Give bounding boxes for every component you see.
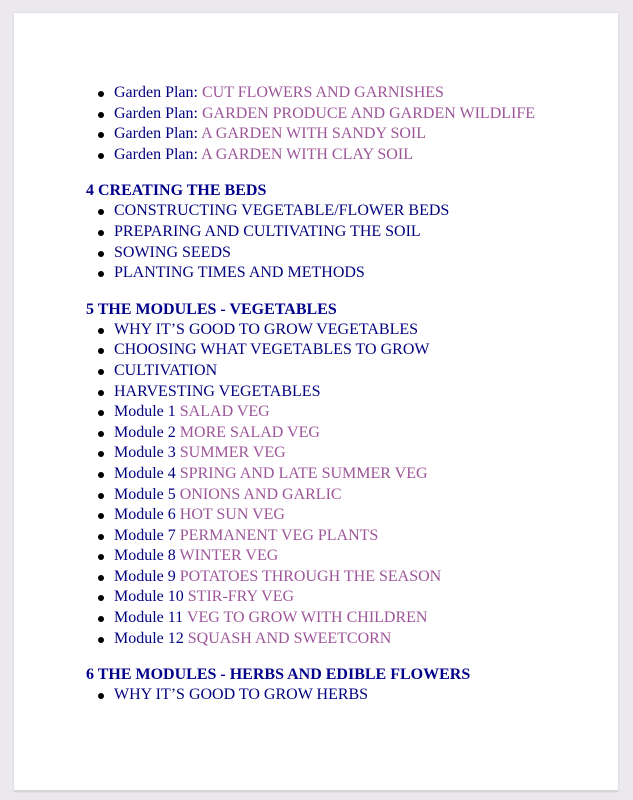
- module-link[interactable]: SQUASH AND SWEETCORN: [187, 629, 392, 647]
- toc-entry[interactable]: CONSTRUCTING VEGETABLE/FLOWER BEDS: [114, 201, 606, 222]
- module-link[interactable]: SUMMER VEG: [179, 444, 286, 462]
- list-item: [114, 145, 606, 166]
- module-link[interactable]: SALAD VEG: [179, 403, 270, 421]
- module-link[interactable]: STIR-FRY VEG: [187, 588, 295, 606]
- toc-entry[interactable]: HARVESTING VEGETABLES: [114, 382, 606, 403]
- module-link[interactable]: HOT SUN VEG: [179, 506, 285, 524]
- list-item: [114, 104, 606, 125]
- section-6-list: [86, 685, 606, 706]
- module-link[interactable]: WINTER VEG: [179, 547, 279, 565]
- toc-entry[interactable]: WHY IT’S GOOD TO GROW VEGETABLES: [114, 320, 606, 341]
- toc-link[interactable]: A GARDEN WITH SANDY SOIL: [201, 125, 426, 143]
- list-item: [114, 608, 606, 629]
- section-4-list: [86, 201, 606, 283]
- toc-entry[interactable]: WHY IT’S GOOD TO GROW HERBS: [114, 685, 606, 706]
- module-number: Module 8: [114, 547, 176, 565]
- list-item: [114, 485, 606, 506]
- toc-entry[interactable]: CHOOSING WHAT VEGETABLES TO GROW: [114, 340, 606, 361]
- module-link[interactable]: ONIONS AND GARLIC: [179, 485, 342, 503]
- module-link[interactable]: PERMANENT VEG PLANTS: [179, 526, 379, 544]
- module-link[interactable]: POTATOES THROUGH THE SEASON: [179, 567, 442, 585]
- toc-link[interactable]: CUT FLOWERS AND GARNISHES: [201, 84, 444, 101]
- list-item: [114, 567, 606, 588]
- toc-entry[interactable]: CULTIVATION: [114, 361, 606, 382]
- list-item: [114, 83, 606, 104]
- list-item: [114, 546, 606, 567]
- module-number: Module 9: [114, 567, 176, 585]
- section-heading[interactable]: 5 THE MODULES - VEGETABLES: [86, 300, 337, 318]
- module-link[interactable]: MORE SALAD VEG: [179, 423, 320, 441]
- list-item-prefix: Garden Plan:: [114, 104, 198, 122]
- module-number: Module 12: [114, 629, 184, 647]
- list-item: [114, 629, 606, 650]
- list-item-prefix: Garden Plan:: [114, 125, 198, 143]
- module-number: Module 10: [114, 588, 184, 606]
- module-number: Module 3: [114, 444, 176, 462]
- garden-plan-list: [86, 83, 606, 165]
- module-number: Module 1: [114, 403, 176, 421]
- table-of-contents: [86, 83, 606, 706]
- list-item-prefix: Garden Plan:: [114, 145, 198, 163]
- list-item: [114, 423, 606, 444]
- module-link[interactable]: VEG TO GROW WITH CHILDREN: [186, 609, 428, 627]
- document-page: [14, 13, 618, 792]
- section-5-list: [86, 320, 606, 650]
- toc-entry[interactable]: SOWING SEEDS: [114, 243, 606, 264]
- module-number: Module 6: [114, 506, 176, 524]
- toc-entry[interactable]: PREPARING AND CULTIVATING THE SOIL: [114, 222, 606, 243]
- list-item: [114, 464, 606, 485]
- section-heading[interactable]: 4 CREATING THE BEDS: [86, 182, 267, 200]
- toc-entry[interactable]: PLANTING TIMES AND METHODS: [114, 263, 606, 284]
- list-item: [114, 505, 606, 526]
- list-item-prefix: Garden Plan:: [114, 84, 198, 101]
- toc-link[interactable]: GARDEN PRODUCE AND GARDEN WILDLIFE: [201, 104, 536, 122]
- list-item: [114, 587, 606, 608]
- section-heading[interactable]: 6 THE MODULES - HERBS AND EDIBLE FLOWERS: [86, 666, 471, 684]
- list-item: [114, 124, 606, 145]
- list-item: [114, 443, 606, 464]
- module-link[interactable]: SPRING AND LATE SUMMER VEG: [179, 464, 428, 482]
- module-number: Module 4: [114, 464, 176, 482]
- module-number: Module 7: [114, 526, 176, 544]
- toc-link[interactable]: A GARDEN WITH CLAY SOIL: [201, 145, 413, 163]
- list-item: [114, 402, 606, 423]
- module-number: Module 2: [114, 423, 176, 441]
- module-number: Module 11: [114, 609, 184, 627]
- module-number: Module 5: [114, 485, 176, 503]
- list-item: [114, 526, 606, 547]
